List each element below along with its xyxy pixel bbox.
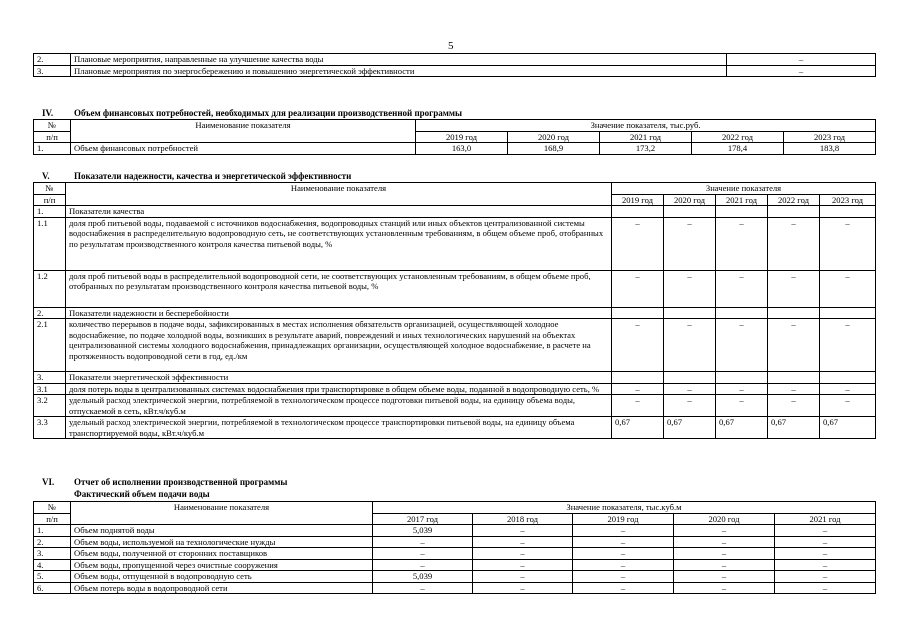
row-value: –	[768, 319, 820, 372]
table-row	[34, 559, 876, 571]
col-value-header: Значение показателя, тыс.руб.	[416, 120, 876, 132]
row-name: Показатели энергетической эффективности	[66, 372, 612, 384]
row-name: Объем потерь воды в водопроводной сети	[71, 582, 373, 594]
year-header: 2022 год	[768, 194, 820, 206]
row-value: –	[573, 548, 674, 560]
row-number: 3.	[34, 372, 66, 384]
year-header: 2022 год	[692, 131, 784, 143]
col-number-header: №	[34, 183, 66, 195]
table-row	[34, 54, 876, 66]
row-name: Плановые мероприятия по энергосбережению и повышению энергетической эффективности	[71, 65, 727, 77]
row-value: –	[716, 270, 768, 307]
year-header: 2019 год	[416, 131, 508, 143]
row-number: 1.	[34, 525, 71, 537]
row-value: –	[573, 536, 674, 548]
col-pp-header: п/п	[34, 513, 71, 525]
col-name-header: Наименование показателя	[71, 120, 416, 143]
row-value: –	[674, 582, 775, 594]
table-row	[34, 548, 876, 560]
row-value: –	[768, 383, 820, 395]
section-6-subtitle: Фактический объем подачи воды	[74, 489, 210, 499]
row-name: Объем финансовых потребностей	[71, 143, 416, 155]
row-number: 5.	[34, 571, 71, 583]
year-header: 2021 год	[716, 194, 768, 206]
row-number: 3.	[34, 65, 71, 77]
section-5-title: Показатели надежности, качества и энергетической эффективности	[74, 171, 352, 181]
row-number: 6.	[34, 582, 71, 594]
year-header: 2020 год	[664, 194, 716, 206]
row-name: Объем воды, используемой на технологические нужды	[71, 536, 373, 548]
year-header: 2020 год	[674, 513, 775, 525]
table-row	[34, 217, 876, 270]
row-value: –	[820, 383, 876, 395]
row-value: –	[664, 319, 716, 372]
row-name: удельный расход электрической энергии, потребляемой в технологическом процессе подготовки питьевой воды, на единицу объема воды, отпускаемой в сеть, кВт.ч/куб.м	[66, 395, 612, 417]
row-name: Объем поднятой воды	[71, 525, 373, 537]
year-header: 2018 год	[473, 513, 573, 525]
row-number: 3.	[34, 548, 71, 560]
table-row	[34, 383, 876, 395]
table-header-row	[34, 183, 876, 195]
row-value: –	[674, 525, 775, 537]
row-number: 3.1	[34, 383, 66, 395]
row-value: –	[775, 582, 876, 594]
row-value: 0,67	[716, 417, 768, 439]
table-row	[34, 417, 876, 439]
row-value: –	[473, 559, 573, 571]
row-value: –	[573, 571, 674, 583]
row-name: Объем воды, полученной от сторонних поставщиков	[71, 548, 373, 560]
row-value: –	[716, 319, 768, 372]
row-number: 2.	[34, 307, 66, 319]
row-number: 1.	[34, 143, 71, 155]
section-6-number: VI.	[42, 477, 55, 487]
table-row	[34, 319, 876, 372]
col-value-header: Значение показателя	[612, 183, 876, 195]
row-value: 183,8	[784, 143, 876, 155]
table-row	[34, 571, 876, 583]
row-value: –	[727, 54, 876, 66]
row-value: –	[768, 270, 820, 307]
table-row	[34, 65, 876, 77]
row-value: –	[768, 395, 820, 417]
section-6-title: Отчет об исполнении производственной программы	[74, 477, 288, 487]
row-value: –	[473, 525, 573, 537]
row-value: –	[727, 65, 876, 77]
year-header: 2017 год	[373, 513, 473, 525]
row-value: –	[674, 559, 775, 571]
row-value: –	[573, 525, 674, 537]
row-number: 3.2	[34, 395, 66, 417]
row-value: –	[775, 559, 876, 571]
row-value: –	[716, 395, 768, 417]
row-name: Показатели качества	[66, 206, 612, 218]
row-value: –	[674, 548, 775, 560]
row-name: Объем воды, пропущенной через очистные сооружения	[71, 559, 373, 571]
table-row	[34, 582, 876, 594]
table-row	[34, 536, 876, 548]
col-name-header: Наименование показателя	[66, 183, 612, 206]
row-value: –	[775, 525, 876, 537]
row-value: –	[473, 536, 573, 548]
row-number: 2.	[34, 536, 71, 548]
water-supply-table	[33, 501, 876, 594]
finance-table	[33, 119, 876, 155]
row-value: –	[373, 536, 473, 548]
year-header: 2019 год	[573, 513, 674, 525]
section-5-number: V.	[42, 171, 50, 181]
col-value-header: Значение показателя, тыс.куб.м	[373, 502, 876, 514]
table-header-row	[34, 120, 876, 132]
year-header: 2021 год	[600, 131, 692, 143]
row-value: –	[775, 548, 876, 560]
row-value: 168,9	[508, 143, 600, 155]
row-value: –	[674, 536, 775, 548]
row-number: 2.	[34, 54, 71, 66]
table-row	[34, 525, 876, 537]
row-number: 1.2	[34, 270, 66, 307]
row-value: –	[664, 217, 716, 270]
col-number-header: №	[34, 502, 71, 514]
page-number: 5	[448, 40, 454, 52]
row-value: –	[768, 217, 820, 270]
row-number: 3.3	[34, 417, 66, 439]
row-value: –	[775, 571, 876, 583]
row-name: Плановые мероприятия, направленные на улучшение качества воды	[71, 54, 727, 66]
row-value: 0,67	[664, 417, 716, 439]
table-group-row	[34, 206, 876, 218]
row-value: –	[573, 582, 674, 594]
col-number-header: №	[34, 120, 71, 132]
row-value: –	[373, 582, 473, 594]
year-header: 2023 год	[820, 194, 876, 206]
col-name-header: Наименование показателя	[71, 502, 373, 525]
row-value: 5,039	[373, 571, 473, 583]
row-value: –	[612, 395, 664, 417]
row-value: –	[716, 217, 768, 270]
row-value: 0,67	[612, 417, 664, 439]
year-header: 2019 год	[612, 194, 664, 206]
row-value: 163,0	[416, 143, 508, 155]
row-name: доля проб питьевой воды, подаваемой с источников водоснабжения, водопроводных станций или иных объектов централизованной системы водоснабжения в распределительную водопроводную сеть, не соответствующих установленным требованиям, в общем объеме проб, отобранных по результатам производственного контроля качества питьевой воды, %	[66, 217, 612, 270]
table-group-row	[34, 307, 876, 319]
row-value: –	[612, 270, 664, 307]
row-name: удельный расход электрической энергии, потребляемой в технологическом процессе транспортировки питьевой воды, на единицу объема транспортируемой воды, кВт.ч/куб.м	[66, 417, 612, 439]
row-value: 5,039	[373, 525, 473, 537]
row-value: 178,4	[692, 143, 784, 155]
row-number: 1.1	[34, 217, 66, 270]
table-header-row	[34, 502, 876, 514]
row-value: –	[612, 319, 664, 372]
col-pp-header: п/п	[34, 131, 71, 143]
table-row	[34, 395, 876, 417]
year-header: 2020 год	[508, 131, 600, 143]
row-value: –	[820, 270, 876, 307]
row-value: –	[473, 582, 573, 594]
row-value: –	[473, 548, 573, 560]
table-group-row	[34, 372, 876, 384]
row-value: –	[820, 217, 876, 270]
row-name: Объем воды, отпущенной в водопроводную сеть	[71, 571, 373, 583]
year-header: 2023 год	[784, 131, 876, 143]
row-value: 173,2	[600, 143, 692, 155]
row-value: –	[664, 270, 716, 307]
section-4-number: IV.	[42, 108, 54, 118]
row-value: –	[473, 571, 573, 583]
row-value: –	[664, 383, 716, 395]
table-row	[34, 270, 876, 307]
row-value: 0,67	[820, 417, 876, 439]
row-value: –	[373, 559, 473, 571]
row-value: –	[674, 571, 775, 583]
row-value: 0,67	[768, 417, 820, 439]
row-name: количество перерывов в подаче воды, зафиксированных в местах исполнения обязательств организацией, осуществляющей холодное водоснабжение, по подаче холодной воды, возникших в результате аварий, повреждений и иных технологических нарушений на объектах централизованной системы холодного водоснабжения, принадлежащих организации, осуществляющей холодное водоснабжение, в расчете на протяженность водопроводной сети в год, ед./км	[66, 319, 612, 372]
row-number: 1.	[34, 206, 66, 218]
row-number: 2.1	[34, 319, 66, 372]
indicators-table	[33, 182, 876, 439]
row-value: –	[573, 559, 674, 571]
table-row	[34, 143, 876, 155]
section-4-title: Объем финансовых потребностей, необходимых для реализации производственной программы	[74, 108, 463, 118]
row-value: –	[612, 383, 664, 395]
row-number: 4.	[34, 559, 71, 571]
row-value: –	[716, 383, 768, 395]
row-value: –	[820, 395, 876, 417]
row-name: доля потерь воды в централизованных системах водоснабжения при транспортировке в общем объеме воды, поданной в водопроводную сеть, %	[66, 383, 612, 395]
col-pp-header: п/п	[34, 194, 66, 206]
row-value: –	[612, 217, 664, 270]
row-value: –	[373, 548, 473, 560]
row-name: доля проб питьевой воды в распределительной водопроводной сети, не соответствующих установленным требованиям, в общем объеме проб, отобранных по результатам производственного контроля качества питьевой воды, %	[66, 270, 612, 307]
row-value: –	[820, 319, 876, 372]
row-value: –	[775, 536, 876, 548]
top-measures-table	[33, 53, 876, 77]
row-name: Показатели надежности и бесперебойности	[66, 307, 612, 319]
year-header: 2021 год	[775, 513, 876, 525]
row-value: –	[664, 395, 716, 417]
